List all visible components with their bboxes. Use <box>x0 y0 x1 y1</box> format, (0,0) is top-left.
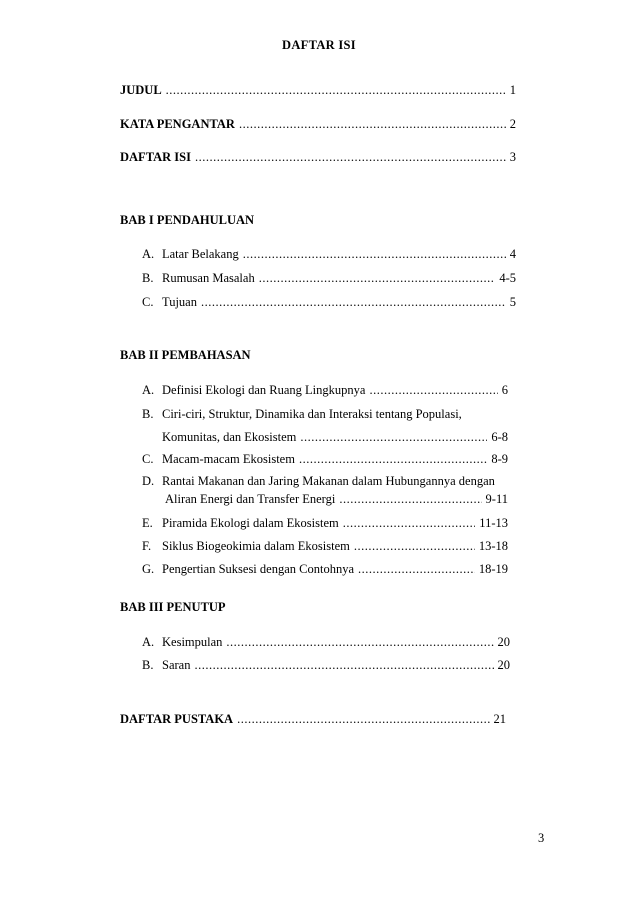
leader-dots <box>237 711 489 727</box>
toc-entry[interactable] <box>142 538 508 554</box>
toc-page: 2 <box>509 117 516 131</box>
toc-entry[interactable] <box>142 246 516 262</box>
toc-entry[interactable] <box>142 515 508 531</box>
toc-page: 20 <box>497 658 510 672</box>
chapter-heading-bab-1[interactable]: BAB I PENDAHULUAN <box>120 213 255 227</box>
item-letter: B. <box>142 407 154 421</box>
toc-label: KATA PENGANTAR <box>120 117 235 131</box>
leader-dots <box>339 491 481 507</box>
toc-label: DAFTAR PUSTAKA <box>120 712 234 726</box>
toc-page: 20 <box>497 635 510 649</box>
toc-page: 8-9 <box>491 452 508 466</box>
leader-dots <box>354 538 475 554</box>
toc-label: JUDUL <box>120 83 162 97</box>
item-letter: G. <box>142 562 155 576</box>
toc-label: Kesimpulan <box>162 635 223 649</box>
toc-entry-line1[interactable] <box>142 406 462 422</box>
leader-dots <box>239 116 506 132</box>
toc-entry[interactable] <box>142 657 510 673</box>
item-letter: A. <box>142 383 155 397</box>
leader-dots <box>166 82 506 98</box>
toc-page: 4 <box>509 247 516 261</box>
toc-page: 13-18 <box>478 539 508 553</box>
toc-label: Rantai Makanan dan Jaring Makanan dalam Hubungannya dengan <box>162 474 495 488</box>
toc-label: Latar Belakang <box>162 247 239 261</box>
toc-entry-daftar-isi[interactable] <box>120 149 516 165</box>
toc-label: Siklus Biogeokimia dalam Ekosistem <box>162 539 350 553</box>
toc-page: 3 <box>509 150 516 164</box>
toc-entry[interactable] <box>142 382 508 398</box>
toc-page: 6-8 <box>491 430 508 444</box>
toc-label: Pengertian Suksesi dengan Contohnya <box>162 562 354 576</box>
toc-page: 18-19 <box>478 562 508 576</box>
toc-entry[interactable] <box>142 451 508 467</box>
chapter-heading-bab-3[interactable]: BAB III PENUTUP <box>120 600 226 614</box>
leader-dots <box>259 270 496 286</box>
toc-page: 5 <box>509 295 516 309</box>
toc-label: Komunitas, dan Ekosistem <box>162 430 297 444</box>
item-letter: C. <box>142 295 154 309</box>
leader-dots <box>369 382 497 398</box>
toc-entry[interactable] <box>142 294 516 310</box>
toc-entry-judul[interactable] <box>120 82 516 98</box>
leader-dots <box>358 561 475 577</box>
toc-label: Ciri-ciri, Struktur, Dinamika dan Interaksi tentang Populasi, <box>162 407 462 421</box>
item-letter: B. <box>142 658 154 672</box>
toc-page: 9-11 <box>485 492 508 506</box>
item-letter: B. <box>142 271 154 285</box>
item-letter: E. <box>142 516 153 530</box>
toc-page: 21 <box>493 712 506 726</box>
toc-entry-daftar-pustaka[interactable] <box>120 711 506 727</box>
leader-dots <box>194 657 493 673</box>
toc-entry-kata-pengantar[interactable] <box>120 116 516 132</box>
item-letter: A. <box>142 247 155 261</box>
page-title: DAFTAR ISI <box>282 38 356 52</box>
toc-label: Rumusan Masalah <box>162 271 255 285</box>
toc-entry-line1[interactable] <box>142 473 495 489</box>
toc-label: Macam-macam Ekosistem <box>162 452 295 466</box>
chapter-heading-bab-2[interactable]: BAB II PEMBAHASAN <box>120 348 251 362</box>
toc-entry-line2[interactable] <box>162 429 508 445</box>
item-letter: F. <box>142 539 152 553</box>
leader-dots <box>195 149 506 165</box>
toc-page: 6 <box>501 383 508 397</box>
item-letter: D. <box>142 474 155 488</box>
leader-dots <box>226 634 493 650</box>
toc-label: Tujuan <box>162 295 197 309</box>
leader-dots <box>299 451 487 467</box>
item-letter: A. <box>142 635 155 649</box>
toc-label: Aliran Energi dan Transfer Energi <box>165 492 336 506</box>
toc-label: DAFTAR ISI <box>120 150 191 164</box>
leader-dots <box>201 294 506 310</box>
leader-dots <box>343 515 476 531</box>
toc-page: 11-13 <box>479 516 508 530</box>
toc-entry[interactable] <box>142 270 516 286</box>
leader-dots <box>243 246 506 262</box>
toc-entry-line2[interactable] <box>165 491 508 507</box>
toc-label: Saran <box>162 658 191 672</box>
toc-label: Definisi Ekologi dan Ruang Lingkupnya <box>162 383 366 397</box>
toc-entry[interactable] <box>142 634 510 650</box>
toc-page: 1 <box>509 83 516 97</box>
item-letter: C. <box>142 452 154 466</box>
toc-entry[interactable] <box>142 561 508 577</box>
page-number: 3 <box>538 831 545 845</box>
leader-dots <box>300 429 487 445</box>
toc-page: 4-5 <box>499 271 516 285</box>
toc-label: Piramida Ekologi dalam Ekosistem <box>162 516 339 530</box>
